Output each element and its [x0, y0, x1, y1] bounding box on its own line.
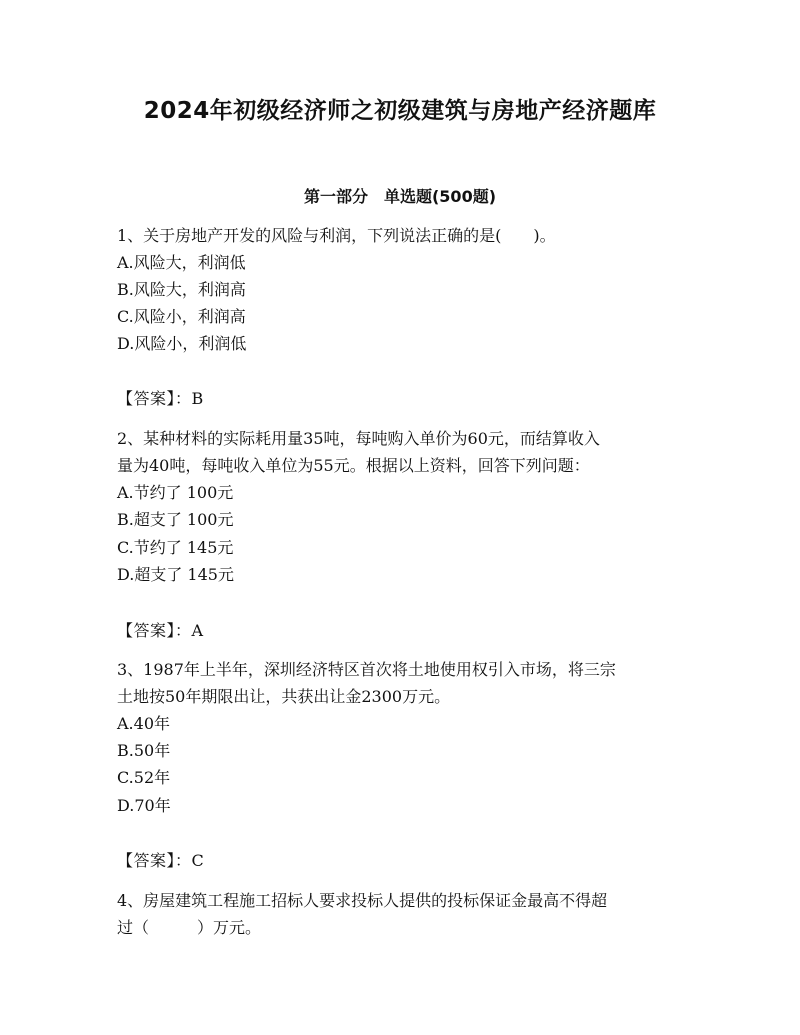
question-3-stem-line-1: 3、1987年上半年，深圳经济特区首次将土地使用权引入市场，将三宗	[117, 660, 616, 679]
question-1-stem-line-1: 1、关于房地产开发的风险与利润，下列说法正确的是( )。	[117, 226, 556, 245]
question-4-stem-line-2: 过（ ）万元。	[117, 918, 262, 937]
question-1-option-a: A.风险大，利润低	[117, 253, 246, 272]
section-title: 第一部分 单选题(500题)	[303, 187, 497, 206]
question-2-option-c: C.节约了 145元	[117, 538, 234, 557]
question-1-option-d: D.风险小，利润低	[117, 334, 247, 353]
question-1-option-b: B.风险大，利润高	[117, 280, 246, 299]
document-title: 2024年初级经济师之初级建筑与房地产经济题库	[143, 98, 657, 124]
question-3-option-b: B.50年	[117, 741, 171, 760]
question-3-option-c: C.52年	[117, 768, 171, 787]
question-3-answer: 【答案】：C	[117, 851, 205, 870]
question-1-answer: 【答案】：B	[117, 389, 204, 408]
question-3-option-a: A.40年	[117, 714, 171, 733]
question-2-stem-line-1: 2、某种材料的实际耗用量35吨，每吨购入单价为60元，而结算收入	[117, 429, 600, 448]
question-2-option-a: A.节约了 100元	[117, 483, 234, 502]
question-2-stem-line-2: 量为40吨，每吨收入单位为55元。根据以上资料，回答下列问题：	[117, 456, 590, 475]
question-3-option-d: D.70年	[117, 796, 171, 815]
question-2-option-d: D.超支了 145元	[117, 565, 234, 584]
question-4-stem-line-1: 4、房屋建筑工程施工招标人要求投标人提供的投标保证金最高不得超	[117, 891, 608, 910]
question-2-option-b: B.超支了 100元	[117, 510, 234, 529]
question-3-stem-line-2: 土地按50年期限出让，共获出让金2300万元。	[117, 687, 451, 706]
question-1-option-c: C.风险小，利润高	[117, 307, 246, 326]
question-2-answer: 【答案】：A	[117, 621, 204, 640]
